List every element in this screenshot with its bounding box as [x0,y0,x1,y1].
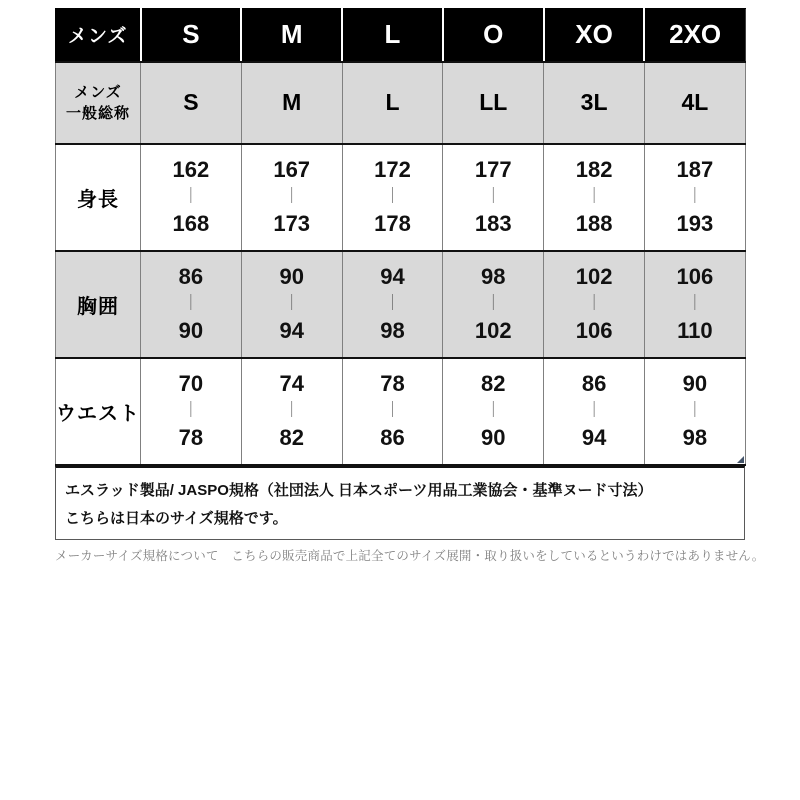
range-min-value: 187 [676,157,714,182]
range-max-value: 90 [481,425,506,450]
size-chart-table [55,8,746,466]
range-separator: ｜ [384,188,401,205]
range-cell-inner [242,262,342,346]
range-separator: ｜ [686,402,703,419]
range-max-value: 106 [575,318,613,343]
range-min-value: 94 [380,264,405,289]
range-separator: ｜ [182,188,199,205]
range-separator: ｜ [182,295,199,312]
size-chart-sheet [55,8,765,564]
notes-box [55,466,745,540]
range-max-value: 173 [273,211,311,236]
range-cell [644,251,745,358]
range-max-value: 178 [374,211,411,236]
general-name-cell: L [342,62,443,144]
range-cell-inner [141,262,241,346]
range-cell [141,251,242,358]
brand-row-label: メンズ [56,9,141,62]
range-separator: ｜ [586,295,603,312]
range-cell-inner [544,262,644,346]
brand-size-cell: O [443,9,544,62]
range-min-value: 82 [481,371,506,396]
range-min-value: 74 [279,371,304,396]
range-min-value: 106 [676,264,714,289]
range-max-value: 102 [474,318,512,343]
notes-line-1: エスラッド製品/ JASPO規格（社団法人 日本スポーツ用品工業協会・基準ヌード寸法） [65,481,653,499]
measure-row [56,144,746,251]
range-cell-inner [645,155,745,239]
range-cell-inner [645,262,745,346]
range-max-value: 183 [474,211,512,236]
range-separator: ｜ [686,188,703,205]
range-separator: ｜ [686,295,703,312]
range-separator: ｜ [586,188,603,205]
range-min-value: 78 [380,371,405,396]
general-name-cell: S [141,62,242,144]
general-name-cell: LL [443,62,544,144]
range-separator: ｜ [485,295,502,312]
range-separator: ｜ [485,188,502,205]
range-separator: ｜ [384,295,401,312]
range-max-value: 168 [172,211,210,236]
range-separator: ｜ [283,402,300,419]
general-name-cell: M [241,62,342,144]
range-max-value: 193 [676,211,714,236]
range-min-value: 102 [575,264,613,289]
range-min-value: 86 [581,371,607,396]
range-cell-inner [443,369,543,453]
measure-row-label: 身長 [56,144,141,251]
range-cell-inner [141,369,241,453]
general-name-row [56,62,746,144]
range-cell [544,251,645,358]
range-cell [544,144,645,251]
brand-size-row [56,9,746,62]
range-cell [644,358,745,465]
general-name-cell: 4L [644,62,745,144]
range-cell-inner [645,369,745,453]
range-min-value: 172 [374,157,411,182]
range-cell [443,144,544,251]
range-cell [241,251,342,358]
range-cell-inner [544,369,644,453]
brand-size-cell: S [141,9,242,62]
range-cell-inner [443,262,543,346]
range-separator: ｜ [283,295,300,312]
range-max-value: 110 [677,318,713,343]
range-cell [644,144,745,251]
size-chart-body [56,9,746,465]
range-separator: ｜ [384,402,401,419]
range-cell [342,251,443,358]
range-min-value: 177 [474,157,512,182]
range-max-value: 94 [279,318,304,343]
range-separator: ｜ [586,402,603,419]
range-min-value: 90 [279,264,304,289]
range-cell [342,358,443,465]
range-cell [141,144,242,251]
range-max-value: 90 [178,318,204,343]
range-separator: ｜ [485,402,502,419]
range-min-value: 90 [682,371,708,396]
measure-row [56,251,746,358]
range-cell-inner [544,155,644,239]
brand-size-cell: XO [544,9,645,62]
notes-line-2: こちらは日本のサイズ規格です。 [65,509,288,527]
general-name-row-label [56,62,141,144]
range-min-value: 70 [178,371,204,396]
range-cell [342,144,443,251]
general-name-label-line: メンズ [74,83,122,101]
range-cell [443,358,544,465]
range-min-value: 86 [178,264,204,289]
range-max-value: 82 [279,425,304,450]
range-cell [241,358,342,465]
brand-size-cell: L [342,9,443,62]
range-cell-inner [141,155,241,239]
general-name-label-line: 一般総称 [65,104,130,122]
range-max-value: 98 [380,318,405,343]
brand-size-cell: M [241,9,342,62]
range-cell [443,251,544,358]
range-min-value: 167 [273,157,311,182]
range-max-value: 78 [178,425,204,450]
range-cell [141,358,242,465]
range-max-value: 188 [575,211,613,236]
range-cell [544,358,645,465]
range-max-value: 98 [682,425,708,450]
range-min-value: 98 [481,264,506,289]
range-cell-inner [343,369,443,453]
range-min-value: 162 [172,157,210,182]
range-min-value: 182 [575,157,613,182]
brand-size-cell: 2XO [644,9,745,62]
range-max-value: 94 [581,425,607,450]
range-separator: ｜ [283,188,300,205]
range-cell-inner [242,155,342,239]
measure-row [56,358,746,465]
range-separator: ｜ [182,402,199,419]
general-name-cell: 3L [544,62,645,144]
measure-row-label: ウエスト [56,358,141,465]
range-max-value: 86 [380,425,405,450]
range-cell-inner [343,155,443,239]
maker-size-caption: メーカーサイズ規格について こちらの販売商品で上記全てのサイズ展開・取り扱いをしているというわけではありません。 [55,548,765,563]
range-cell-inner [242,369,342,453]
range-cell-inner [443,155,543,239]
range-cell-inner [343,262,443,346]
cell-corner-marker-icon [737,456,744,463]
measure-row-label: 胸囲 [56,251,141,358]
range-cell [241,144,342,251]
